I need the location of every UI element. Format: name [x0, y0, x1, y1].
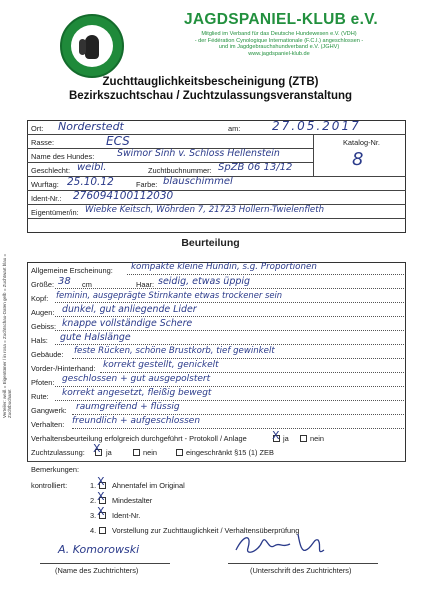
verhaltensbeurteilung-nein-label: nein: [310, 434, 324, 443]
kontrolliert-label: kontrolliert:: [31, 481, 68, 490]
geschlecht-label: Geschlecht:: [31, 166, 71, 175]
kontrolliert-item-number: 3.: [90, 511, 97, 520]
rute-value: korrekt angesetzt, fleißig bewegt: [62, 388, 212, 398]
ident-value: 276094100112030: [73, 190, 174, 202]
zuchtzulassung-ja-label: ja: [106, 448, 112, 457]
verhaltensbeurteilung-label: Verhaltensbeurteilung erfolgreich durchgeführt - Protokoll / Anlage: [31, 434, 247, 443]
allgemein-label: Allgemeine Erscheinung:: [31, 266, 113, 275]
verhalten-label: Verhalten:: [31, 420, 65, 429]
zuchtzulassung-ja-mark: X: [93, 442, 101, 455]
club-name: JAGDSPANIEL-KLUB e.V.: [183, 11, 379, 28]
club-logo: [60, 14, 124, 78]
wurftag-label: Wurftag:: [31, 180, 59, 189]
verhaltensbeurteilung-ja-mark: X: [272, 429, 280, 442]
verhaltensbeurteilung-nein-checkbox[interactable]: [300, 435, 307, 442]
cm-unit: cm: [82, 280, 92, 289]
eingeschraenkt-checkbox[interactable]: [176, 449, 183, 456]
vorstellung-label: Vorstellung zur Zuchttauglichkeit / Verhaltensüberprüfung: [112, 526, 300, 535]
ident-label: Ident-Nr.:: [31, 194, 62, 203]
rasse-label: Rasse:: [31, 138, 55, 147]
vorder-label: Vorder-/Hinterhand:: [31, 364, 96, 373]
wurftag-value: 25.10.12: [67, 176, 114, 188]
gebiss-value: knappe vollständige Schere: [62, 318, 193, 329]
eigentuemer-label: Eigentümer/in:: [31, 208, 79, 217]
ort-label: Ort:: [31, 124, 44, 133]
kopf-label: Kopf:: [31, 294, 49, 303]
mindestalter-mark: X: [97, 490, 105, 503]
mindestalter-label: Mindestalter: [112, 496, 153, 505]
zuchtzulassung-nein-label: nein: [143, 448, 157, 457]
judge-name: A. Komorowski: [58, 543, 140, 556]
judge-signature: [232, 528, 332, 562]
zuchtbuch-label: Zuchtbuchnummer:: [148, 166, 212, 175]
name-value: Swimor Sinh v. Schloss Hellenstein: [117, 148, 280, 159]
judge-name-caption: (Name des Zuchtrichters): [55, 566, 139, 575]
gebaeude-label: Gebäude:: [31, 350, 64, 359]
gebaeude-value: feste Rücken, schöne Brustkorb, tief gewinkelt: [74, 346, 275, 356]
kontrolliert-item-number: 4.: [90, 526, 97, 535]
eingeschraenkt-label: eingeschränkt §15 (1) ZEB: [186, 448, 274, 457]
zuchtzulassung-label: Zuchtzulassung:: [31, 448, 85, 457]
ident-nr-mark: X: [97, 505, 105, 518]
document-title: Zuchttauglichkeitsbescheinigung (ZTB): [102, 76, 319, 88]
website: www.jagdspaniel-klub.de: [248, 50, 310, 57]
verhaltensbeurteilung-ja-label: ja: [283, 434, 289, 443]
name-label: Name des Hundes:: [31, 152, 95, 161]
spaniel-head-icon: [85, 35, 99, 59]
haar-value: seidig, etwas üppig: [158, 276, 251, 287]
augen-label: Augen:: [31, 308, 55, 317]
kopf-value: feminin, ausgeprägte Stirnkante etwas trockener sein: [56, 290, 283, 300]
am-value: 27.05.2017: [272, 119, 361, 133]
kontrolliert-item-number: 1.: [90, 481, 97, 490]
vorstellung-checkbox[interactable]: [99, 527, 106, 534]
farbe-label: Farbe:: [136, 180, 158, 189]
affiliation-text: Mitglied im Verband für das Deutsche Hundewesen e.V. (VDH) - der Fédération Cynologique Internationale (F.C.I.) angeschlossen - und im Jagdgebrauchshundverband e.V. (JGHV) www.jagdspaniel-klub.de: [134, 31, 421, 57]
katalog-label: Katalog-Nr.: [343, 138, 380, 147]
geschlecht-value: weibl.: [77, 162, 107, 173]
eigentuemer-value: Wiebke Keitsch, Wöhrden 7, 21723 Hollern-Twielenfleth: [85, 205, 325, 215]
distribution-note: Verteiler: weiß = Eigentümer / in rosa = Zuchtschau-Daten gelb = Zuchtwart blau = Zuchtbuchamt: [2, 253, 12, 418]
vorder-value: korrekt gestellt, genickelt: [103, 360, 219, 370]
pfoten-value: geschlossen + gut ausgepolstert: [62, 374, 211, 384]
farbe-value: blauschimmel: [163, 176, 233, 187]
gebiss-label: Gebiss:: [31, 322, 57, 331]
ort-value: Norderstedt: [58, 120, 124, 133]
am-label: am:: [228, 124, 241, 133]
pfoten-label: Pfoten:: [31, 378, 55, 387]
groesse-label: Größe:: [31, 280, 54, 289]
katalog-value: 8: [352, 149, 364, 170]
beurteilung-heading: Beurteilung: [181, 237, 240, 249]
kontrolliert-item-number: 2.: [90, 496, 97, 505]
augen-value: dunkel, gut anliegende Lider: [62, 304, 197, 315]
zuchtbuch-value: SpZB 06 13/12: [218, 162, 293, 173]
groesse-value: 38: [58, 276, 71, 287]
rasse-value: ECS: [106, 134, 130, 148]
allgemein-value: kompakte kleine Hündin, s.g. Proportionen: [131, 262, 317, 272]
gangwerk-value: raumgreifend + flüssig: [76, 402, 180, 412]
ahnentafel-mark: X: [97, 475, 105, 488]
hals-value: gute Halslänge: [60, 332, 131, 343]
gangwerk-label: Gangwerk:: [31, 406, 67, 415]
rute-label: Rute:: [31, 392, 49, 401]
verhalten-value: freundlich + aufgeschlossen: [72, 416, 201, 426]
bemerkungen-label: Bemerkungen:: [31, 465, 80, 474]
ahnentafel-label: Ahnentafel im Original: [112, 481, 185, 490]
zuchtzulassung-nein-checkbox[interactable]: [133, 449, 140, 456]
document-subtitle: Bezirkszuchtschau / Zuchtzulassungsveranstaltung: [68, 90, 353, 102]
haar-label: Haar:: [136, 280, 155, 289]
hals-label: Hals:: [31, 336, 48, 345]
ident-nr-label: Ident-Nr.: [112, 511, 141, 520]
signature-caption: (Unterschrift des Zuchtrichters): [250, 566, 352, 575]
